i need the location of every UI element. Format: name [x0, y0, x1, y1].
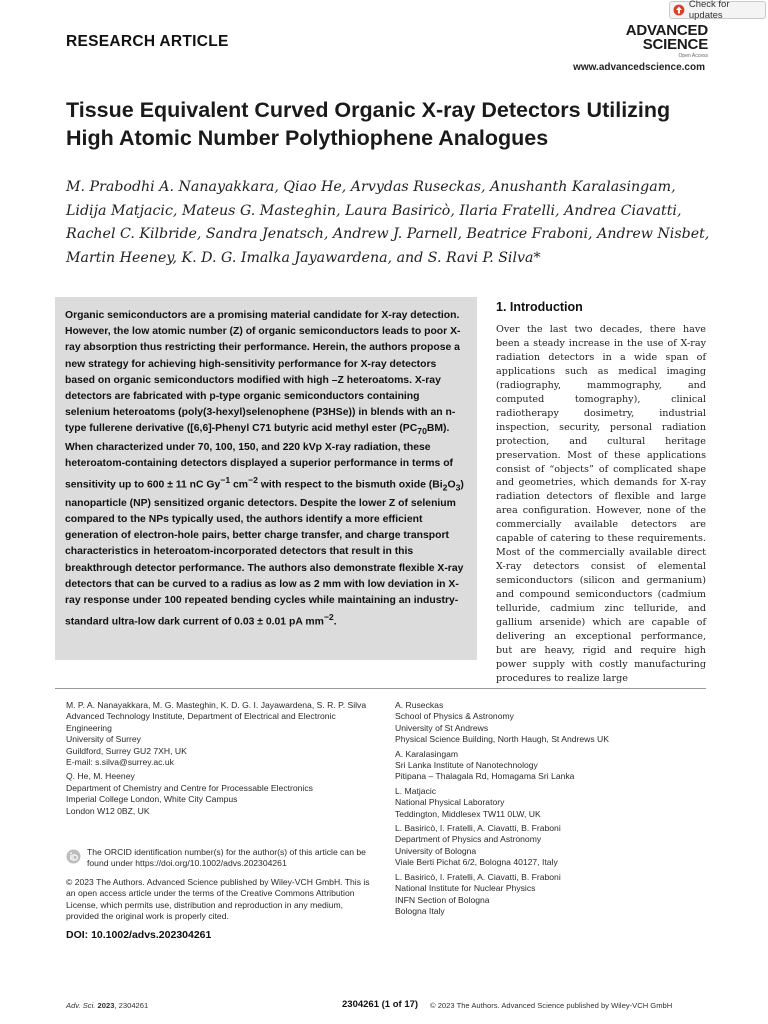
logo-line-1: ADVANCED	[625, 22, 708, 39]
affiliation-names: Q. He, M. Heeney	[66, 771, 135, 782]
affiliation-line: Teddington, Middlesex TW11 0LW, UK	[395, 808, 541, 819]
affiliation-block	[395, 700, 705, 746]
affiliation-line: Advanced Technology Institute, Department of Electrical and Electronic Engineering	[66, 711, 336, 733]
abstract-sub-2: 2	[442, 482, 448, 493]
abstract-sup-1: −1	[220, 475, 231, 486]
orcid-note	[66, 847, 381, 870]
affiliation-names: L. Matjacic	[395, 785, 437, 796]
affiliation-line: Imperial College London, White City Campus	[66, 794, 238, 805]
affiliation-line: National Physical Laboratory	[395, 797, 505, 808]
section-divider	[55, 688, 706, 689]
check-for-updates-button[interactable]	[669, 1, 766, 19]
affiliation-email-link[interactable]: E-mail: s.silva@surrey.ac.uk	[66, 757, 174, 768]
affiliation-block	[66, 771, 376, 817]
affiliation-line: Pitipana – Thalagala Rd, Homagama Sri Lanka	[395, 771, 575, 782]
affiliation-line: Sri Lanka Institute of Nanotechnology	[395, 760, 538, 771]
footer-copyright: © 2023 The Authors. Advanced Science published by Wiley-VCH GmbH	[430, 1001, 673, 1010]
abstract-sup-2: −2	[248, 475, 258, 486]
paper-title: Tissue Equivalent Curved Organic X-ray Detectors Utilizing High Atomic Number Polythiophene Analogues	[66, 98, 671, 150]
abstract-text-5: O	[447, 479, 456, 491]
orcid-note-text: The ORCID identification number(s) for the author(s) of this article can be found under https://doi.org/10.1002/advs.202304261	[87, 847, 366, 869]
abstract-text-1: Organic semiconductors are a promising material candidate for X-ray detection. However, the low atomic number (Z) of organic semiconductors leads to poor X-ray absorption thus restricting their performance. Herein, the authors propose a new strategy for achieving high-sensitivity performance for X-ray detectors based on organic semiconductors modified with high –Z heteroatoms. X-ray detectors are fabricated with p-type organic semiconductors containing selenium heteroatoms (poly(3-hexyl)selenophene (P3HSe)) in blends with an n-type fullerene derivative ([6,6]-Phenyl C71 butyric acid methyl ester (PC	[65, 310, 461, 435]
affiliation-line: London W12 0BZ, UK	[66, 805, 150, 816]
footer-article-number: , 2304261	[114, 1001, 149, 1010]
journal-logo	[600, 24, 708, 62]
abstract-text-2: BM). When characterized under 70, 100, 150, and 220 kVp X-ray radiation, these heteroatom-containing detectors displayed a superior performance in terms of sensitivity up to 600 ± 11 nC Gy	[65, 423, 454, 491]
affiliation-line: INFN Section of Bologna	[395, 894, 490, 905]
check-for-updates-label: Check for updates	[688, 0, 730, 21]
affiliation-names: L. Basiricò, I. Fratelli, A. Ciavatti, B. Fraboni	[395, 823, 561, 834]
journal-url-link[interactable]: www.advancedscience.com	[573, 62, 705, 73]
affiliation-block	[395, 872, 705, 918]
affiliation-line: Viale Berti Pichat 6/2, Bologna 40127, Italy	[395, 857, 558, 868]
abstract-text-3: cm	[230, 479, 249, 491]
affiliation-names: A. Karalasingam	[395, 748, 459, 759]
affiliation-line: Department of Chemistry and Centre for Processable Electronics	[66, 782, 313, 793]
affiliation-line: Physical Science Building, North Haugh, St Andrews UK	[395, 734, 609, 745]
affiliation-line: University of Surrey	[66, 734, 141, 745]
logo-line-2: SCIENCE	[642, 36, 708, 53]
logo-line-3: Open Access	[678, 53, 708, 59]
affiliation-names: L. Basiricò, I. Fratelli, A. Ciavatti, B. Fraboni	[395, 871, 561, 882]
affiliation-block	[66, 700, 376, 768]
author-list: M. Prabodhi A. Nanayakkara, Qiao He, Arvydas Ruseckas, Anushanth Karalasingam, Lidija Matjacic, Mateus G. Masteghin, Laura Basiricò, Ilaria Fratelli, Andrea Ciavatti, Rachel C. Kilbride, Sandra Jenatsch, Andrew J. Parnell, Beatrice Fraboni, Andrew Nisbet, Martin Heeney, K. D. G. Imalka Jayawardena, and S. Ravi P. Silva*	[66, 179, 710, 266]
article-type-label: RESEARCH ARTICLE	[66, 33, 229, 50]
affiliation-line: Guildford, Surrey GU2 7XH, UK	[66, 745, 187, 756]
introduction-heading: 1. Introduction	[496, 300, 583, 314]
footer-year: 2023	[97, 1001, 115, 1010]
affiliation-block	[395, 823, 705, 869]
update-check-icon	[673, 4, 685, 16]
affiliation-block	[395, 749, 705, 783]
affiliation-names: A. Ruseckas	[395, 700, 444, 710]
license-note: © 2023 The Authors. Advanced Science published by Wiley-VCH GmbH. This is an open access article under the terms of the Creative Commons Attribution License, which permits use, distribution and reproduction in any medium, provided the original work is properly cited.	[66, 877, 370, 922]
affiliation-line: Bologna Italy	[395, 905, 445, 916]
abstract-text-4: with respect to the bismuth oxide (Bi	[257, 479, 443, 491]
abstract-sub-3: 3	[455, 482, 461, 493]
affiliation-block	[395, 786, 705, 820]
doi-link[interactable]: DOI: 10.1002/advs.202304261	[66, 929, 212, 941]
footer-page-number: 2304261 (1 of 17)	[342, 999, 419, 1010]
footer-citation	[66, 1001, 148, 1010]
affiliations-right	[395, 700, 705, 920]
introduction-text: Over the last two decades, there have been a steady increase in the use of X-ray radiation detectors in a wide span of applications such as medical imaging (radiography, mammography, and computed tomography), clinical radiotherapy dosimetry, industrial inspection, security, personal radiation protection, and cultural heritage preservation. Most of these applications consist of “objects” of complicated shape and geometries, which demands for X-ray radiation detectors of flexible and large area configuration. However, none of the commercially available detectors are capable of catering to these requirements. Most of the commercially available direct X-ray detectors consist of elemental semiconductors (silicon and germanium) and compound semiconductors (cadmium telluride, cadmium zinc telluride, and gallium arsenide) which are capable of delivering an exceptional performance, but are heavy, rigid and require high power supply with costly manufacturing procedures to realize large	[496, 324, 706, 684]
affiliation-line: School of Physics & Astronomy	[395, 711, 514, 722]
abstract-box	[55, 297, 477, 660]
affiliation-line: National Institute for Nuclear Physics	[395, 883, 536, 894]
affiliation-line: Department of Physics and Astronomy	[395, 834, 542, 845]
abstract-sub-70: 70	[417, 426, 427, 437]
affiliation-line: University of St Andrews	[395, 722, 489, 733]
abstract-text-7: .	[333, 616, 337, 628]
affiliations-left	[66, 700, 376, 820]
footer-journal: Adv. Sci.	[66, 1001, 96, 1010]
abstract-sup-3: −2	[323, 612, 334, 623]
affiliation-line: University of Bologna	[395, 845, 477, 856]
orcid-icon	[66, 849, 81, 864]
affiliation-names: M. P. A. Nanayakkara, M. G. Masteghin, K. D. G. I. Jayawardena, S. R. P. Silva	[66, 700, 367, 710]
abstract-text-6: ) nanoparticle (NP) sensitized organic detectors. Despite the lower Z of selenium compared to the NPs typically used, the authors identify a more efficient generation of electron-hole pairs, better charge transfer, and charge transport characteristics in heteroatom-incorporated detectors that result in this breakthrough detector performance. The authors also demonstrate flexible X-ray detectors that can be curved to a radius as low as 2 mm with low deviation in X-ray response under 100 repeated bending cycles while maintaining an industry-standard ultra-low dark current of 0.03 ± 0.01 pA mm	[65, 479, 464, 628]
